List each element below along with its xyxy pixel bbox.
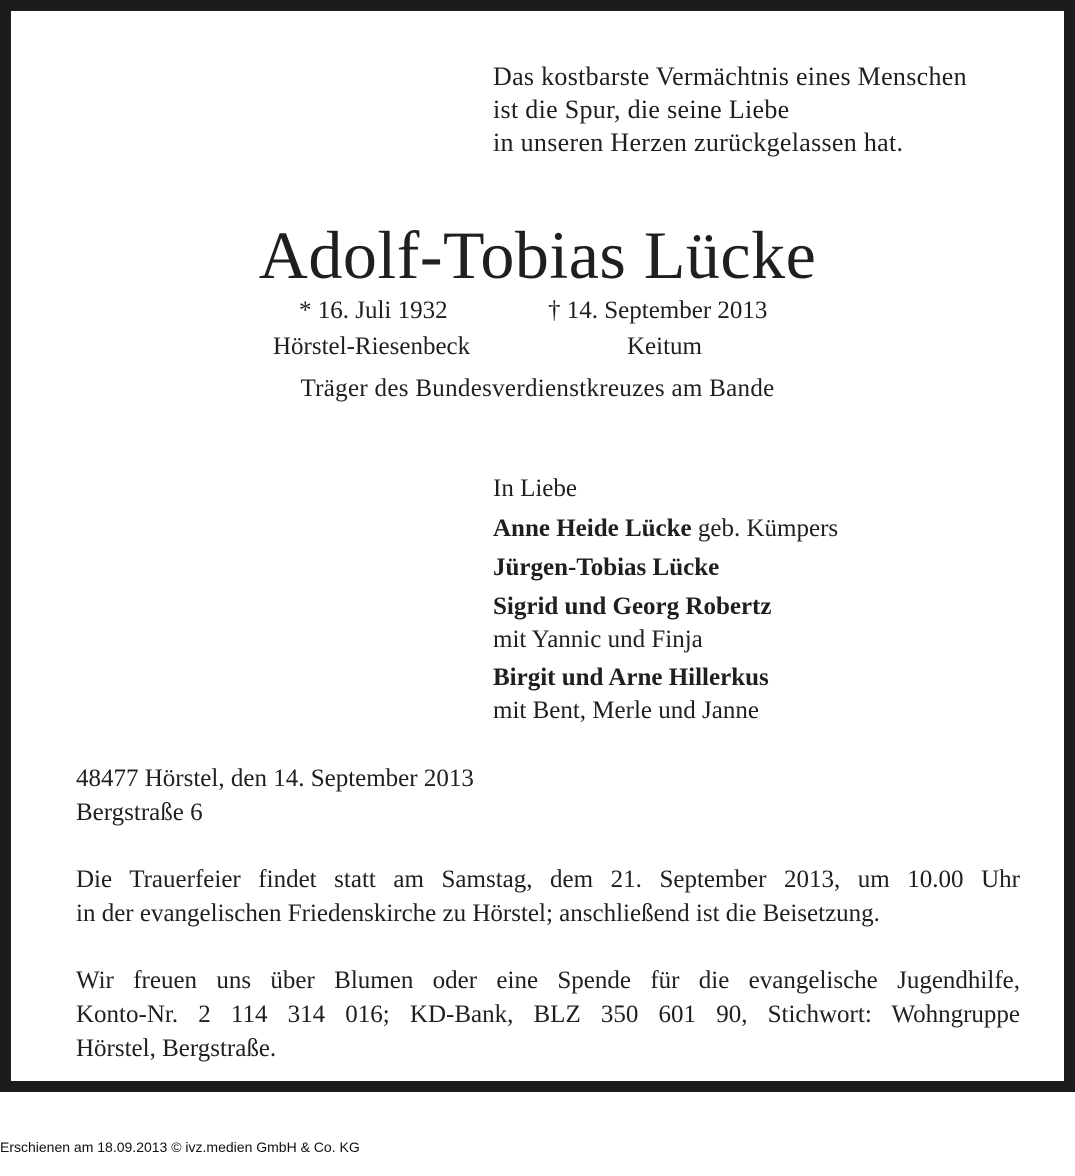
family-list xyxy=(493,472,838,732)
address-block xyxy=(76,762,474,830)
publication-footer: Erschienen am 18.09.2013 © ivz.medien GmbH & Co. KG xyxy=(0,1139,360,1155)
donation-line: Hörstel, Bergstraße. xyxy=(76,1035,277,1062)
donation-notice xyxy=(76,964,1020,1066)
ceremony-notice xyxy=(76,863,1020,931)
birth-place: Hörstel-Riesenbeck xyxy=(273,333,471,360)
deceased-name: Adolf-Tobias Lücke xyxy=(258,217,817,293)
donation-line: Wir freuen uns über Blumen oder eine Spende für die evangelische Jugendhilfe, xyxy=(76,967,1020,994)
family-member-name: Jürgen-Tobias Lücke xyxy=(493,554,720,581)
death-date: † 14. September 2013 xyxy=(548,297,768,324)
death-place: Keitum xyxy=(627,333,702,360)
family-member xyxy=(493,551,838,585)
address-place-date: 48477 Hörstel, den 14. September 2013 xyxy=(76,765,474,792)
memorial-quote xyxy=(493,60,967,159)
family-member xyxy=(493,590,838,656)
ceremony-line: Die Trauerfeier findet statt am Samstag, dem 21. September 2013, um 10.00 Uhr xyxy=(76,866,1020,893)
quote-line: ist die Spur, die seine Liebe xyxy=(493,95,790,124)
family-member-name: Birgit und Arne Hillerkus xyxy=(493,664,769,691)
obituary-content xyxy=(22,22,1053,1070)
family-member-suffix: geb. Kümpers xyxy=(691,515,839,542)
family-member-children: mit Bent, Merle und Janne xyxy=(493,697,759,724)
quote-line: Das kostbarste Vermächtnis eines Menschen xyxy=(493,62,967,91)
ceremony-line: in der evangelischen Friedenskirche zu Hörstel; anschließend ist die Beisetzung. xyxy=(76,900,880,927)
family-intro: In Liebe xyxy=(493,475,577,502)
birth-date: * 16. Juli 1932 xyxy=(299,297,448,324)
family-member-name: Sigrid und Georg Robertz xyxy=(493,593,772,620)
family-member xyxy=(493,661,838,727)
quote-line: in unseren Herzen zurückgelassen hat. xyxy=(493,128,904,157)
address-street: Bergstraße 6 xyxy=(76,799,203,826)
family-member-children: mit Yannic und Finja xyxy=(493,626,703,653)
donation-line: Konto-Nr. 2 114 314 016; KD-Bank, BLZ 350 601 90, Stichwort: Wohngruppe xyxy=(76,1001,1020,1028)
family-member xyxy=(493,512,838,546)
honor-line: Träger des Bundesverdienstkreuzes am Bande xyxy=(300,375,775,402)
family-member-name: Anne Heide Lücke xyxy=(493,515,692,542)
